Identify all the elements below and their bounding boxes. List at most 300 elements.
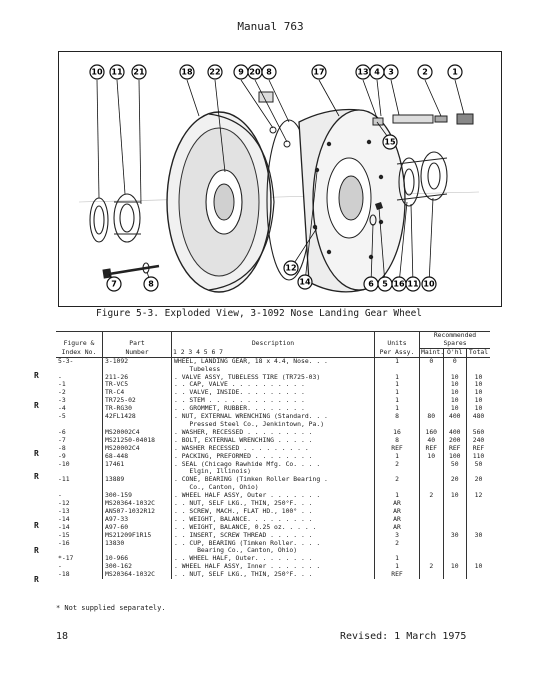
cell-maint: 2 [420,492,444,500]
cell-fig: - [56,374,103,382]
revision-mark: R [34,575,39,584]
cell-ohl [443,540,467,548]
callout-number [110,65,124,79]
cell-ohl [443,547,467,555]
cell-total: 10 [474,389,483,397]
cell-total [467,555,491,563]
table-row [56,524,490,532]
col-header-per-assy: Per Assy. [375,348,420,357]
callout-number [448,65,462,79]
cell-ohl: 10 [443,405,467,413]
table-row [56,563,490,571]
cell-part [103,468,172,476]
callout-number [208,65,222,79]
cell-units: 1 [375,389,420,397]
parts-table-body [56,357,490,579]
revision-marks [34,0,44,700]
cell-total [467,500,491,508]
cell-units: 1 [375,357,420,365]
cell-desc: Bearing Co., Canton, Ohio) [172,547,375,555]
cell-total [467,547,491,555]
cell-ohl: 10 [443,397,467,405]
svg-text:15: 15 [384,137,396,147]
cell-maint [420,374,444,382]
cell-desc: . . SCREW, MACH., FLAT HD., 100° . . [172,508,375,516]
figure-caption: Figure 5-3. Exploded View, 3-1092 Nose Landing Gear Wheel [96,308,423,319]
table-row [56,374,490,382]
table-row [56,405,490,413]
cell-fig: -10 [56,461,103,469]
svg-text:8: 8 [266,67,272,77]
cell-fig: -9 [56,453,103,461]
cell-ohl: 30 [443,532,467,540]
cell-units: AR [375,508,420,516]
cell-fig: -14 [56,516,103,524]
table-row [56,381,490,389]
cell-desc: . . NUT, SELF LKG., THIN, 250°F. . . [172,500,375,508]
table-row [56,413,490,421]
cell-desc: . PACKING, PREFORMED . . . . . . . . [172,453,375,461]
table-row [56,500,490,508]
cell-part: 10-966 [103,555,172,563]
cell-desc: . SEAL (Chicago Rawhide Mfg. Co. . . . [172,461,375,469]
svg-text:5: 5 [382,279,388,289]
cell-maint [420,397,444,405]
cell-total [467,357,491,365]
callout-number [180,65,194,79]
cell-total: 12 [474,492,483,500]
callout-number [312,65,326,79]
cell-desc: Elgin, Illinois) [172,468,375,476]
cell-desc: . . GROMMET, RUBBER. . . . . . . . [172,405,375,413]
cell-desc: . WASHER RECESSED . . . . . . . . . [172,445,375,453]
cell-part: MS21250-04018 [103,437,172,445]
cell-desc: . . WEIGHT, BALANCE. . . . . . . . . [172,516,375,524]
cell-maint [420,532,444,540]
cell-units: AR [375,500,420,508]
cell-part: 300-159 [103,492,172,500]
svg-text:12: 12 [285,263,297,273]
cell-ohl [443,366,467,374]
cell-ohl [443,508,467,516]
cell-units [375,421,420,429]
cell-total [467,540,491,548]
callout-number [378,277,392,291]
cell-maint [420,421,444,429]
cell-maint [420,468,444,476]
cell-fig: 5-3- [56,357,103,365]
cell-units: 1 [375,397,420,405]
cell-fig [56,484,103,492]
cell-total: 30 [474,531,483,539]
col-header-levels: 1 2 3 4 5 6 7 [172,348,375,357]
table-row [56,540,490,548]
cell-units: REF [375,571,420,579]
callout-number [418,65,432,79]
cell-total: 10 [474,373,483,381]
cell-ohl: 10 [443,374,467,382]
cell-ohl: 100 [443,453,467,461]
cell-fig: -13 [56,508,103,516]
cell-ohl [443,421,467,429]
cell-part: 13889 [103,476,172,484]
svg-text:8: 8 [148,279,154,289]
table-row [56,357,490,365]
valve-inside [435,116,447,122]
table-row [56,476,490,484]
cell-ohl: 50 [443,461,467,469]
cell-ohl [443,571,467,579]
table-row [56,366,490,374]
svg-text:14: 14 [299,277,311,287]
col-header-part: Part [103,332,172,349]
cell-desc: . NUT, EXTERNAL WRENCHING (Standard. . . [172,413,375,421]
cell-maint [420,571,444,579]
table-row [56,445,490,453]
cell-fig [56,468,103,476]
cell-ohl: 10 [443,381,467,389]
cell-desc: Co., Canton, Ohio) [172,484,375,492]
table-row [56,453,490,461]
parts-table [56,331,490,579]
cell-units: 1 [375,405,420,413]
cell-fig: - [56,563,103,571]
cell-maint: 10 [420,453,444,461]
cell-part [103,484,172,492]
cell-maint [420,366,444,374]
cell-ohl: 400 [443,429,467,437]
callout-number [422,277,436,291]
cell-fig: -5 [56,413,103,421]
cell-desc: . CONE, BEARING (Timken Roller Bearing . [172,476,375,484]
cell-units: AR [375,524,420,532]
table-row [56,468,490,476]
cell-fig: - [56,492,103,500]
cell-maint [420,500,444,508]
wheel-illustration [59,52,501,306]
cell-total [467,524,491,532]
col-header-maint: Maint. [421,347,445,356]
cell-ohl: 200 [443,437,467,445]
cell-maint: 40 [420,437,444,445]
cell-fig: -18 [56,571,103,579]
callout-number [107,277,121,291]
col-header-recommended: Recommended Spares [420,332,491,349]
col-header-description: Description [172,332,375,349]
cell-maint [420,405,444,413]
cell-part: MS20002C4 [103,429,172,437]
callout-number [364,277,378,291]
callout-number [370,65,384,79]
cell-desc: Pressed Steel Co., Jenkintown, Pa.) [172,421,375,429]
table-row [56,508,490,516]
cell-maint [420,547,444,555]
table-row [56,397,490,405]
table-row [56,484,490,492]
page-header-title: Manual 763 [237,20,304,33]
cell-part: TR-C4 [103,389,172,397]
revision-mark: R [34,449,39,458]
cell-desc: . VALVE ASSY, TUBELESS TIRE (TR725-03) [172,374,375,382]
revision-mark: R [34,521,39,530]
cell-units [375,484,420,492]
table-row [56,547,490,555]
cell-maint [420,476,444,484]
cell-part: 211-26 [103,374,172,382]
cell-total: 480 [472,413,485,421]
cell-maint [420,381,444,389]
cell-fig: -6 [56,429,103,437]
callout-number [406,277,420,291]
parts-list [56,331,490,601]
cell-ohl: 10 [443,492,467,500]
cell-units: 8 [375,413,420,421]
cell-part: 42FL1428 [103,413,172,421]
cell-desc: Tubeless [172,366,375,374]
cell-desc: . . CUP, BEARING (Timken Roller. . . . [172,540,375,548]
cell-maint [420,524,444,532]
cell-ohl: 400 [443,413,467,421]
cell-ohl [443,468,467,476]
cell-total: 10 [474,397,483,405]
cell-total [467,468,491,476]
cell-part: 17461 [103,461,172,469]
callout-number [262,65,276,79]
svg-text:11: 11 [111,67,123,77]
cell-part: MS20002C4 [103,445,172,453]
cell-desc: . . NUT, SELF LKG., THIN, 250°F. . . [172,571,375,579]
cell-ohl [443,500,467,508]
cell-units: 1 [375,563,420,571]
cell-units: 1 [375,555,420,563]
cell-total: 560 [472,428,485,436]
cell-fig: -4 [56,405,103,413]
valve-stem [393,115,433,123]
cell-total [467,484,491,492]
cell-ohl: 10 [443,563,467,571]
cell-fig: -3 [56,397,103,405]
col-header-number: Number [103,348,172,357]
callout-number [383,135,397,149]
cell-part [103,421,172,429]
revision-date: Revised: 1 March 1975 [340,631,467,642]
col-header-total: Total [467,348,491,357]
cell-ohl [443,516,467,524]
cell-fig: -11 [56,476,103,484]
cell-total [467,508,491,516]
callout-number [144,277,158,291]
cell-desc: . . CAP, VALVE . . . . . . . . . . [172,381,375,389]
cell-fig [56,547,103,555]
table-row [56,516,490,524]
cell-total: 10 [474,405,483,413]
svg-text:11: 11 [407,279,419,289]
svg-text:20: 20 [249,67,261,77]
cell-part: 13830 [103,540,172,548]
cell-part: 300-162 [103,563,172,571]
svg-text:2: 2 [422,67,428,77]
cell-desc: . WHEEL HALF ASSY, Outer . . . . . . . [172,492,375,500]
page-number: 18 [56,631,69,642]
cell-fig: -1 [56,381,103,389]
cell-units: 3 [375,532,420,540]
cell-total: 50 [474,460,483,468]
svg-text:22: 22 [209,67,221,77]
svg-text:1: 1 [452,67,458,77]
cell-maint: 80 [420,413,444,421]
col-header-index: Index No. [56,348,103,357]
cell-desc: . WHEEL HALF ASSY, Inner . . . . . . . [172,563,375,571]
cell-ohl [443,555,467,563]
cell-total: REF [472,444,485,452]
bearing-cone-left [114,194,140,242]
table-row [56,389,490,397]
cell-units: 1 [375,381,420,389]
cell-part: TR-RG30 [103,405,172,413]
svg-text:18: 18 [181,67,193,77]
cell-units [375,366,420,374]
revision-mark: R [34,472,39,481]
table-row [56,492,490,500]
cell-ohl: 0 [443,357,467,365]
cell-part: MS20364-1032C [103,571,172,579]
cell-total: 240 [472,436,485,444]
cell-maint: 2 [420,563,444,571]
table-row [56,429,490,437]
svg-text:7: 7 [111,279,117,289]
callout-number [234,65,248,79]
cell-maint [420,555,444,563]
cell-maint: 160 [420,429,444,437]
cell-desc: . . VALVE, INSIDE. . . . . . . . . [172,389,375,397]
cell-units: REF [375,445,420,453]
table-row [56,437,490,445]
svg-text:9: 9 [238,67,244,77]
cell-part: MS20364-1032C [103,500,172,508]
cell-units: 1 [375,492,420,500]
cell-units: 2 [375,476,420,484]
cell-maint [420,461,444,469]
cell-total [467,571,491,579]
svg-text:10: 10 [91,67,103,77]
cell-part: A97-33 [103,516,172,524]
callouts-top [90,65,462,79]
cell-maint: 0 [420,357,444,365]
callout-number [392,277,406,291]
col-header-figure: Figure & [56,332,103,349]
cell-maint [420,516,444,524]
cell-desc: . . STEM . . . . . . . . . . . . . [172,397,375,405]
cell-part: TR725-02 [103,397,172,405]
cell-part: A97-60 [103,524,172,532]
cell-part [103,366,172,374]
cell-part: 3-1092 [103,357,172,365]
cell-units: 8 [375,437,420,445]
valve-cap [457,114,473,124]
cell-fig: -7 [56,437,103,445]
cell-total: 110 [472,452,485,460]
svg-text:6: 6 [368,279,374,289]
cell-maint [420,484,444,492]
cell-units: 2 [375,540,420,548]
table-row [56,461,490,469]
svg-text:16: 16 [393,279,405,289]
callout-number [132,65,146,79]
table-row [56,555,490,563]
callout-number [384,65,398,79]
cell-ohl: 20 [443,476,467,484]
cell-fig: -14 [56,524,103,532]
cell-ohl [443,524,467,532]
cell-part [103,547,172,555]
cell-part: MS21209F1R15 [103,532,172,540]
cell-maint: REF [420,445,444,453]
svg-text:3: 3 [388,67,394,77]
cell-units: 16 [375,429,420,437]
cell-ohl: REF [443,445,467,453]
col-header-units: Units [375,332,420,349]
table-row [56,532,490,540]
revision-mark: R [34,371,39,380]
bolt-left [109,266,159,274]
cell-fig: -2 [56,389,103,397]
cell-units: 1 [375,453,420,461]
cell-total [467,421,491,429]
cell-ohl [443,484,467,492]
cell-desc: . . INSERT, SCREW THREAD . . . . . . [172,532,375,540]
svg-text:17: 17 [313,67,325,77]
cell-fig: -8 [56,445,103,453]
callout-number [248,65,262,79]
table-row [56,421,490,429]
cell-units [375,547,420,555]
cell-fig [56,421,103,429]
cell-fig: *-17 [56,555,103,563]
cell-total [467,516,491,524]
svg-text:4: 4 [374,67,380,77]
footnote: * Not supplied separately. [56,604,166,612]
cell-total: 10 [474,563,483,571]
cell-total: 20 [474,476,483,484]
cell-units: 1 [375,374,420,382]
exploded-view-figure [58,51,502,307]
callout-number [284,261,298,275]
table-row [56,571,490,579]
callout-number [298,275,312,289]
cell-part: AN507-1032R12 [103,508,172,516]
svg-text:21: 21 [133,67,145,77]
cell-total [467,366,491,374]
cell-maint [420,389,444,397]
cell-fig: -15 [56,532,103,540]
svg-text:10: 10 [423,279,435,289]
callout-number [356,65,370,79]
cell-ohl: 10 [443,389,467,397]
cell-units: AR [375,516,420,524]
cell-maint [420,508,444,516]
cell-fig: -16 [56,540,103,548]
cell-desc: . . WHEEL HALF, Outer. . . . . . . . [172,555,375,563]
cell-desc: . BOLT, EXTERNAL WRENCHING . . . . . [172,437,375,445]
cell-desc: . WASHER, RECESSED . . . . . . . . . [172,429,375,437]
revision-mark: R [34,401,39,410]
cell-part: 68-448 [103,453,172,461]
revision-mark: R [34,546,39,555]
callout-number [90,65,104,79]
cell-part: TR-VC5 [103,381,172,389]
cell-total: 10 [474,381,483,389]
cell-fig [56,366,103,374]
